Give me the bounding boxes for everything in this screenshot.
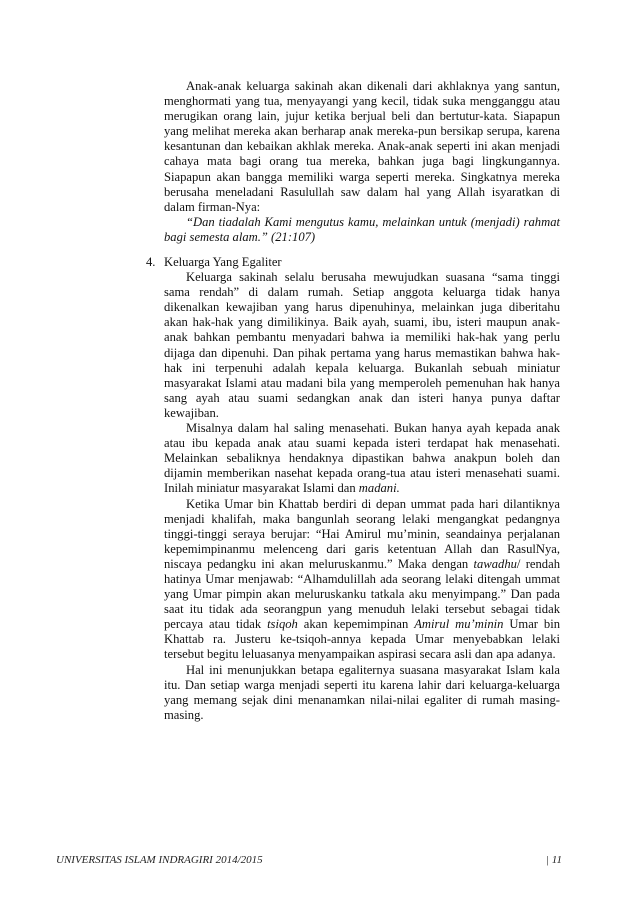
paragraph-egaliter-4: Hal ini menunjukkan betapa egaliternya suasana masyarakat Islam kala itu. Dan setiap warga menjadi seperti itu karena lahir dari keluarga-keluarga yang memang sejak dini menanamkan nilai-nilai egaliter di rumah masing-masing. [164,662,560,722]
paragraph-egaliter-1: Keluarga sakinah selalu berusaha mewujudkan suasana “sama tinggi sama rendah” di dalam rumah. Setiap anggota keluarga tidak hanya dikenalkan kewajiban yang harus dipenuhinya, melainkan juga diberitahu akan hak-hak yang dimilikinya. Baik ayah, suami, ibu, isteri maupun anak-anak bahkan pembantu menyadari bahwa ia memiliki hak-hak yang perlu dijaga dan dipenuhi. Dan pihak pertama yang harus memastikan bahwa hak-hak ini terpenuhi adalah kepala keluarga. Bukanlah sebuah miniatur masyarakat Islami atau madani bila yang memperoleh pemenuhan hak hanya sang ayah atau suami sedangkan anak dan isteri hanya punya daftar kewajiban. [164,270,560,420]
paragraph-egaliter-2: Misalnya dalam hal saling menasehati. Bukan hanya ayah kepada anak atau ibu kepada anak atau suami kepada isteri terdapat hak menasehati. Melainkan sebaliknya hendaknya dipastikan bahwa anakpun boleh dan dijamin memberikan nasehat kepada orang-tua atau isteri menasehati suami. Inilah miniatur masyarakat Islami dan madani. [164,421,560,496]
section-heading: Keluarga Yang Egaliter [164,255,282,269]
paragraph-egaliter-3: Ketika Umar bin Khattab berdiri di depan ummat pada hari dilantiknya menjadi khalifah, maka bangunlah seorang lelaki mengangkat pedangnya tinggi-tinggi seraya berujar: “Hai Amirul mu’minin, seandainya perjalanan kepemimpinanmu melenceng dari garis ketentuan Allah dan RasulNya, niscaya pedangku ini akan meluruskanmu.” Maka dengan tawadhu/ rendah hatinya Umar menjawab: “Alhamdulillah ada seorang lelaki ditengah ummat yang Umar pimpin akan meluruskanku tatkala aku menyimpang.” Dan pada saat itu tidak ada seorangpun yang menuduh lelaki tersebut sebagai tidak percaya atau tidak tsiqoh akan kepemimpinan Amirul mu’minin Umar bin Khattab ra. Justeru ke-tsiqoh-annya kepada Umar menyebabkan lelaki tersebut begitu leluasanya menyampaikan aspirasi secara asli dan apa adanya. [164,496,561,662]
list-number: 4. [146,255,156,269]
quote-ayat: “Dan tiadalah Kami mengutus kamu, melainkan untuk (menjadi) rahmat bagi semesta alam.” (21:107) [164,214,560,244]
page-number: | 11 [546,854,562,866]
paragraph-anak-anak: Anak-anak keluarga sakinah akan dikenali dari akhlaknya yang santun, menghormati yang tua, menyayangi yang kecil, tidak suka mengganggu atau merugikan orang lain, jujur ketika berjual beli dan bertutur-kata. Siapapun yang melihat mereka akan berharap anak mereka-pun bersikap serupa, karena kesantunan dan kebaikan akhlak mereka. Anak-anak seperti ini akan menjadi cahaya mata bagi orang tua mereka, bahkan juga bagi lingkungannya. Siapapun akan bangga memiliki warga seperti mereka. Singkatnya mereka berusaha meneladani Rasulullah saw dalam hal yang Allah isyaratkan di dalam firman-Nya: [164,79,560,214]
intro-block [164,79,560,245]
footer-university: UNIVERSITAS ISLAM INDRAGIRI 2014/2015 [56,854,263,866]
section-egaliter [164,255,560,723]
